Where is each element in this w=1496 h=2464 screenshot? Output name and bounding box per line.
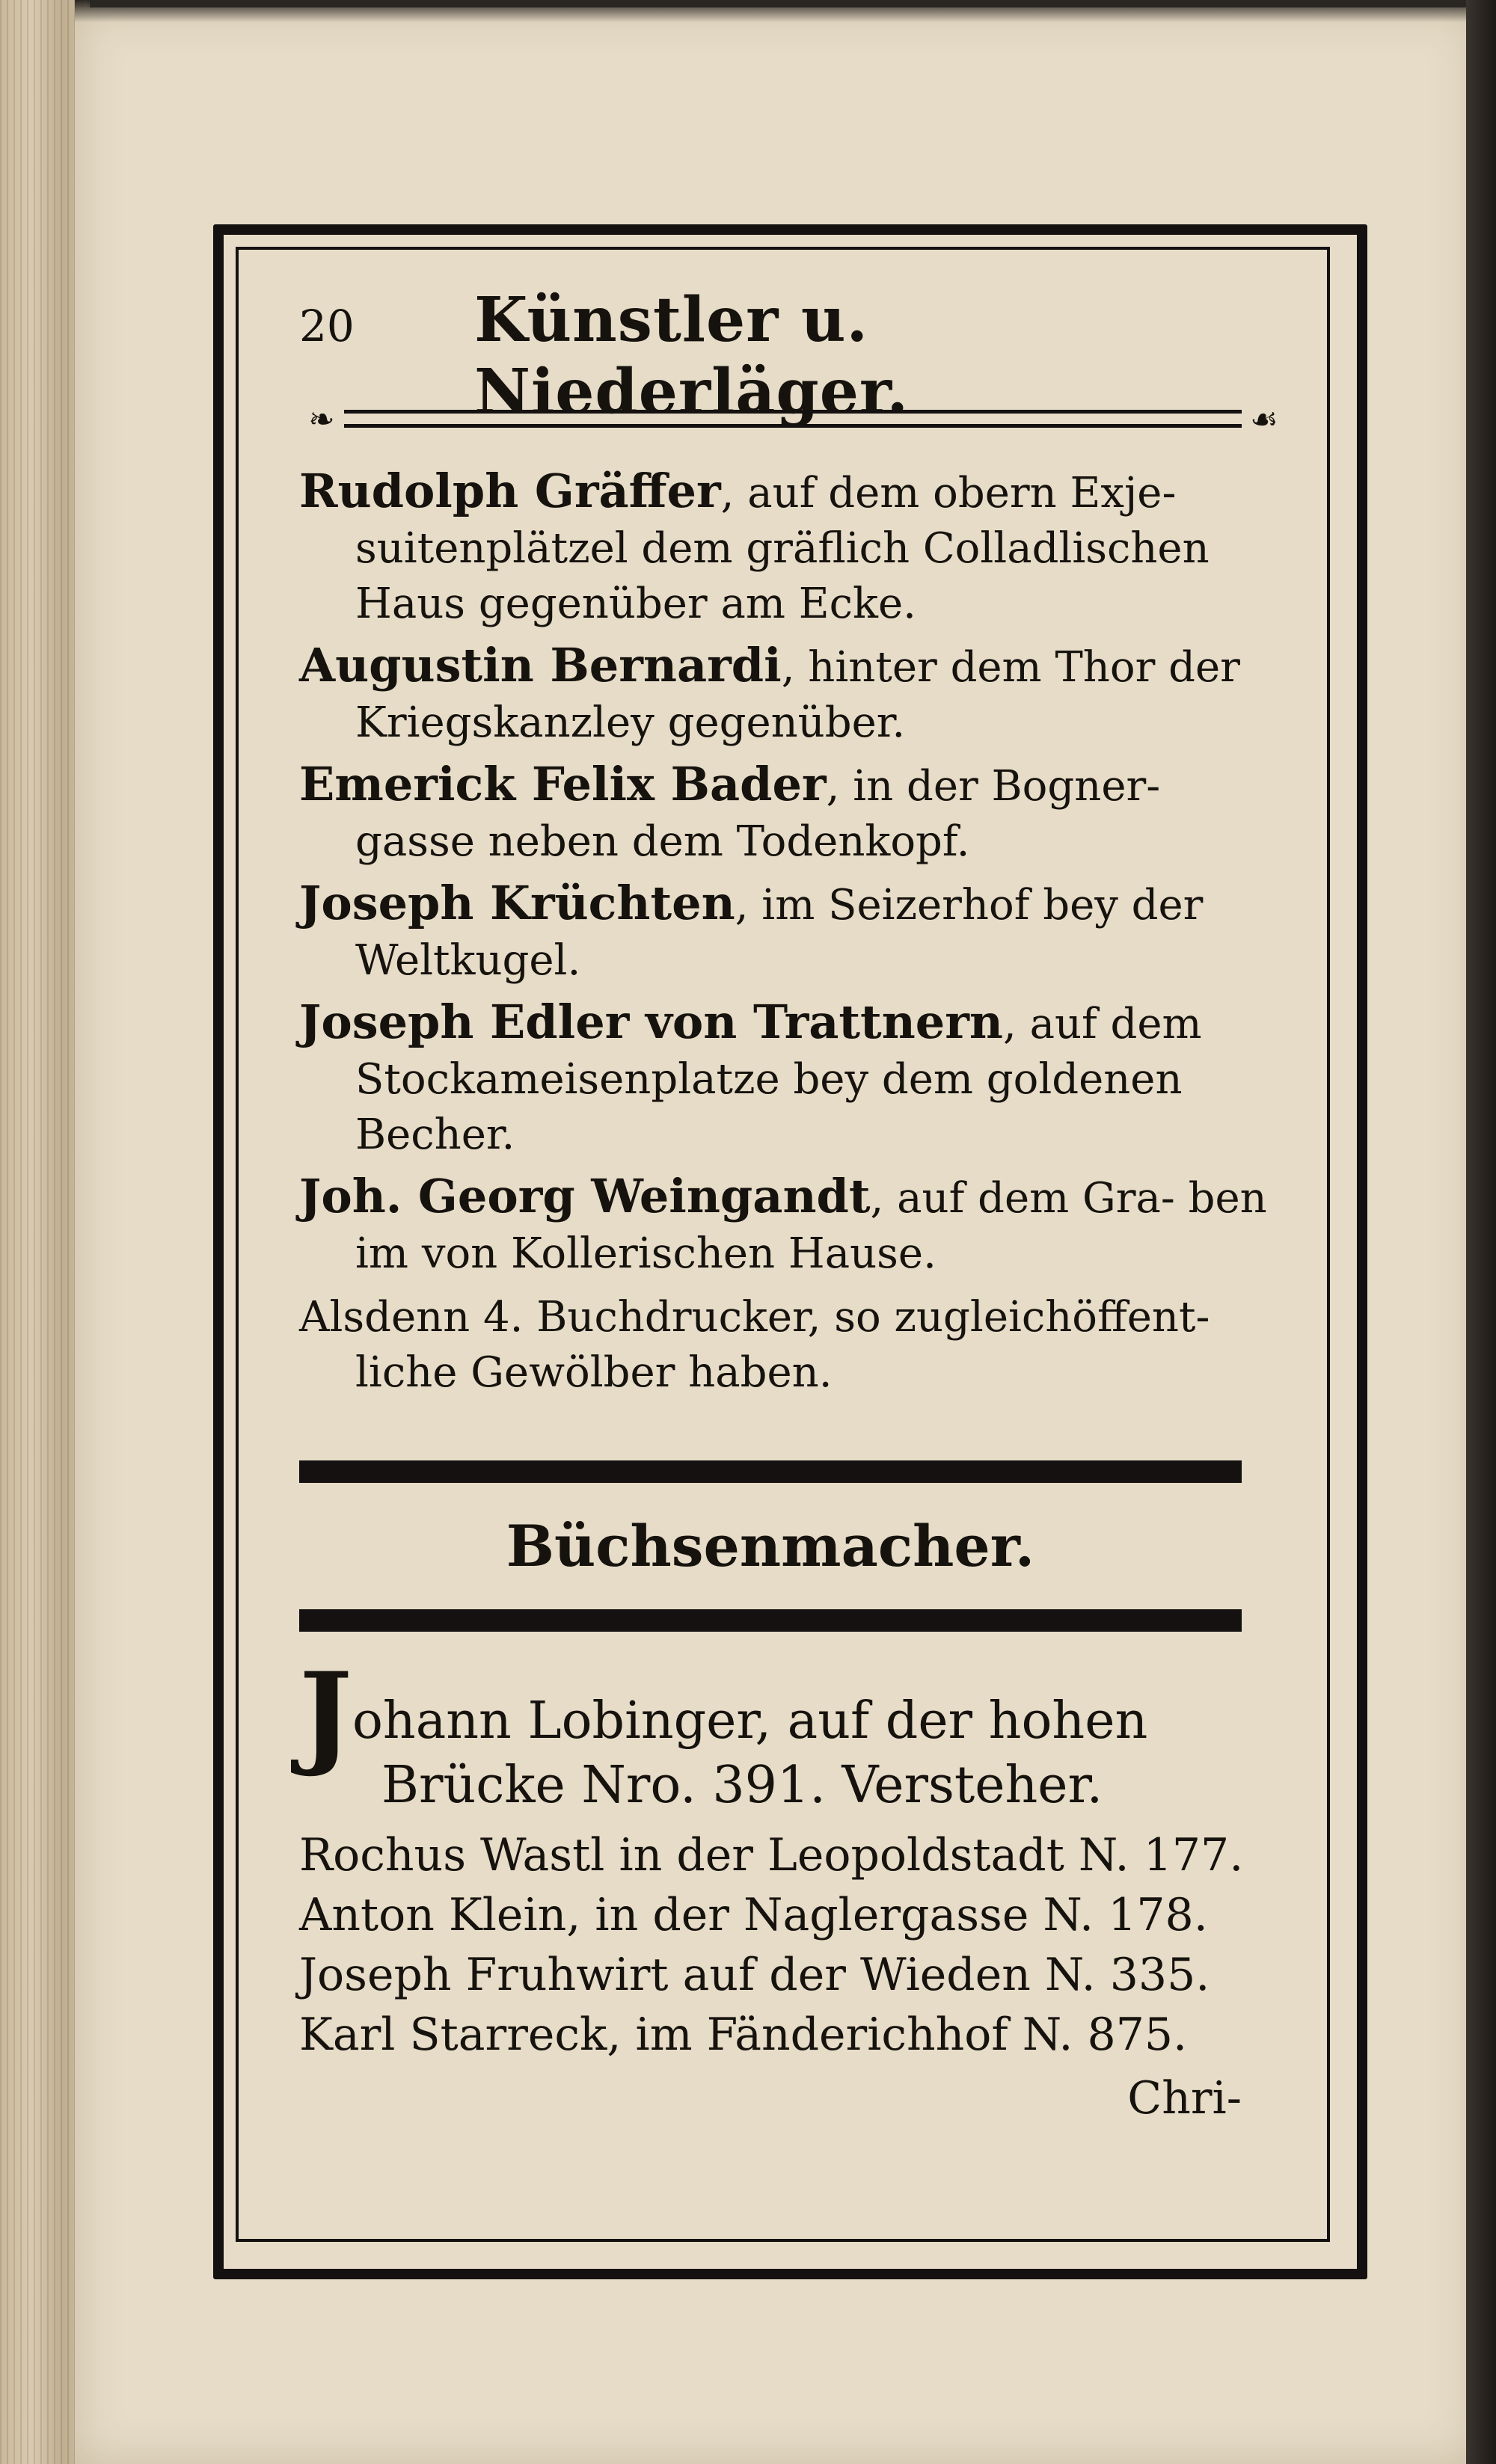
entry-name: Emerick Felix Bader bbox=[299, 757, 827, 811]
drop-cap: J bbox=[299, 1648, 352, 1780]
entry-text: , im Seizerhof bey der Weltkugel. bbox=[355, 881, 1204, 985]
list-item: Joseph Fruhwirt auf der Wieden N. 335. bbox=[299, 1949, 1210, 2001]
entry-text: ohann Lobinger, auf der hohen Brücke Nro. 391. Versteher. bbox=[352, 1692, 1148, 1815]
page-top-shadow bbox=[75, 0, 1496, 22]
entry-name: Augustin Bernardi bbox=[299, 638, 782, 692]
section-heading: Büchsenmacher. bbox=[506, 1513, 1035, 1579]
ornament-left-icon: ❧ bbox=[308, 400, 335, 437]
entry-text: , hinter dem Thor der Kriegskanzley gegenüber. bbox=[355, 643, 1240, 747]
catchword: Chri- bbox=[1127, 2072, 1242, 2124]
list-item: Karl Starreck, im Fänderichhof N. 875. bbox=[299, 2009, 1188, 2061]
entry-name: Joseph Edler von Trattnern bbox=[299, 995, 1003, 1049]
entry-name: Rudolph Gräffer bbox=[299, 464, 721, 518]
page-content bbox=[299, 284, 1287, 2124]
list-item bbox=[299, 638, 1287, 751]
entry-text: , auf dem Stockameisenplatze bey dem goldenen Becher. bbox=[355, 1000, 1202, 1159]
list-item bbox=[299, 876, 1287, 989]
list-item: Anton Klein, in der Naglergasse N. 178. bbox=[299, 1889, 1208, 1941]
book-cover-edge bbox=[1466, 0, 1496, 2464]
list-item-first bbox=[299, 1648, 1287, 1818]
entry-text: , in der Bogner- gasse neben dem Todenkopf. bbox=[355, 762, 1161, 866]
list-item bbox=[299, 464, 1287, 632]
double-rule bbox=[344, 410, 1242, 428]
list-item bbox=[299, 1288, 1287, 1401]
list-item bbox=[299, 1169, 1287, 1282]
entry-text: , auf dem obern Exje- suitenplätzel dem gräflich Colladlischen Haus gegenüber am Ecke. bbox=[355, 469, 1210, 628]
section-rule-bottom bbox=[299, 1609, 1242, 1632]
page-number: 20 bbox=[299, 301, 355, 351]
ornamental-rule bbox=[299, 400, 1287, 437]
list-item: Rochus Wastl in der Leopoldstadt N. 177. bbox=[299, 1829, 1244, 1881]
page-header bbox=[299, 284, 1287, 428]
list-item bbox=[299, 757, 1287, 870]
running-title: Künstler u. Niederläger. bbox=[474, 284, 910, 428]
entry-text: Alsdenn 4. Buchdrucker, so zugleichöffent- liche Gewölber haben. bbox=[299, 1293, 1210, 1397]
entry-name: Joseph Krüchten bbox=[299, 876, 735, 930]
section-rule-top bbox=[299, 1460, 1242, 1483]
ornament-right-icon: ☙ bbox=[1250, 400, 1278, 437]
list-item bbox=[299, 995, 1287, 1163]
entry-name: Joh. Georg Weingandt bbox=[299, 1169, 871, 1223]
entry-text: , auf dem Gra- ben im von Kollerischen Hause. bbox=[355, 1174, 1267, 1278]
